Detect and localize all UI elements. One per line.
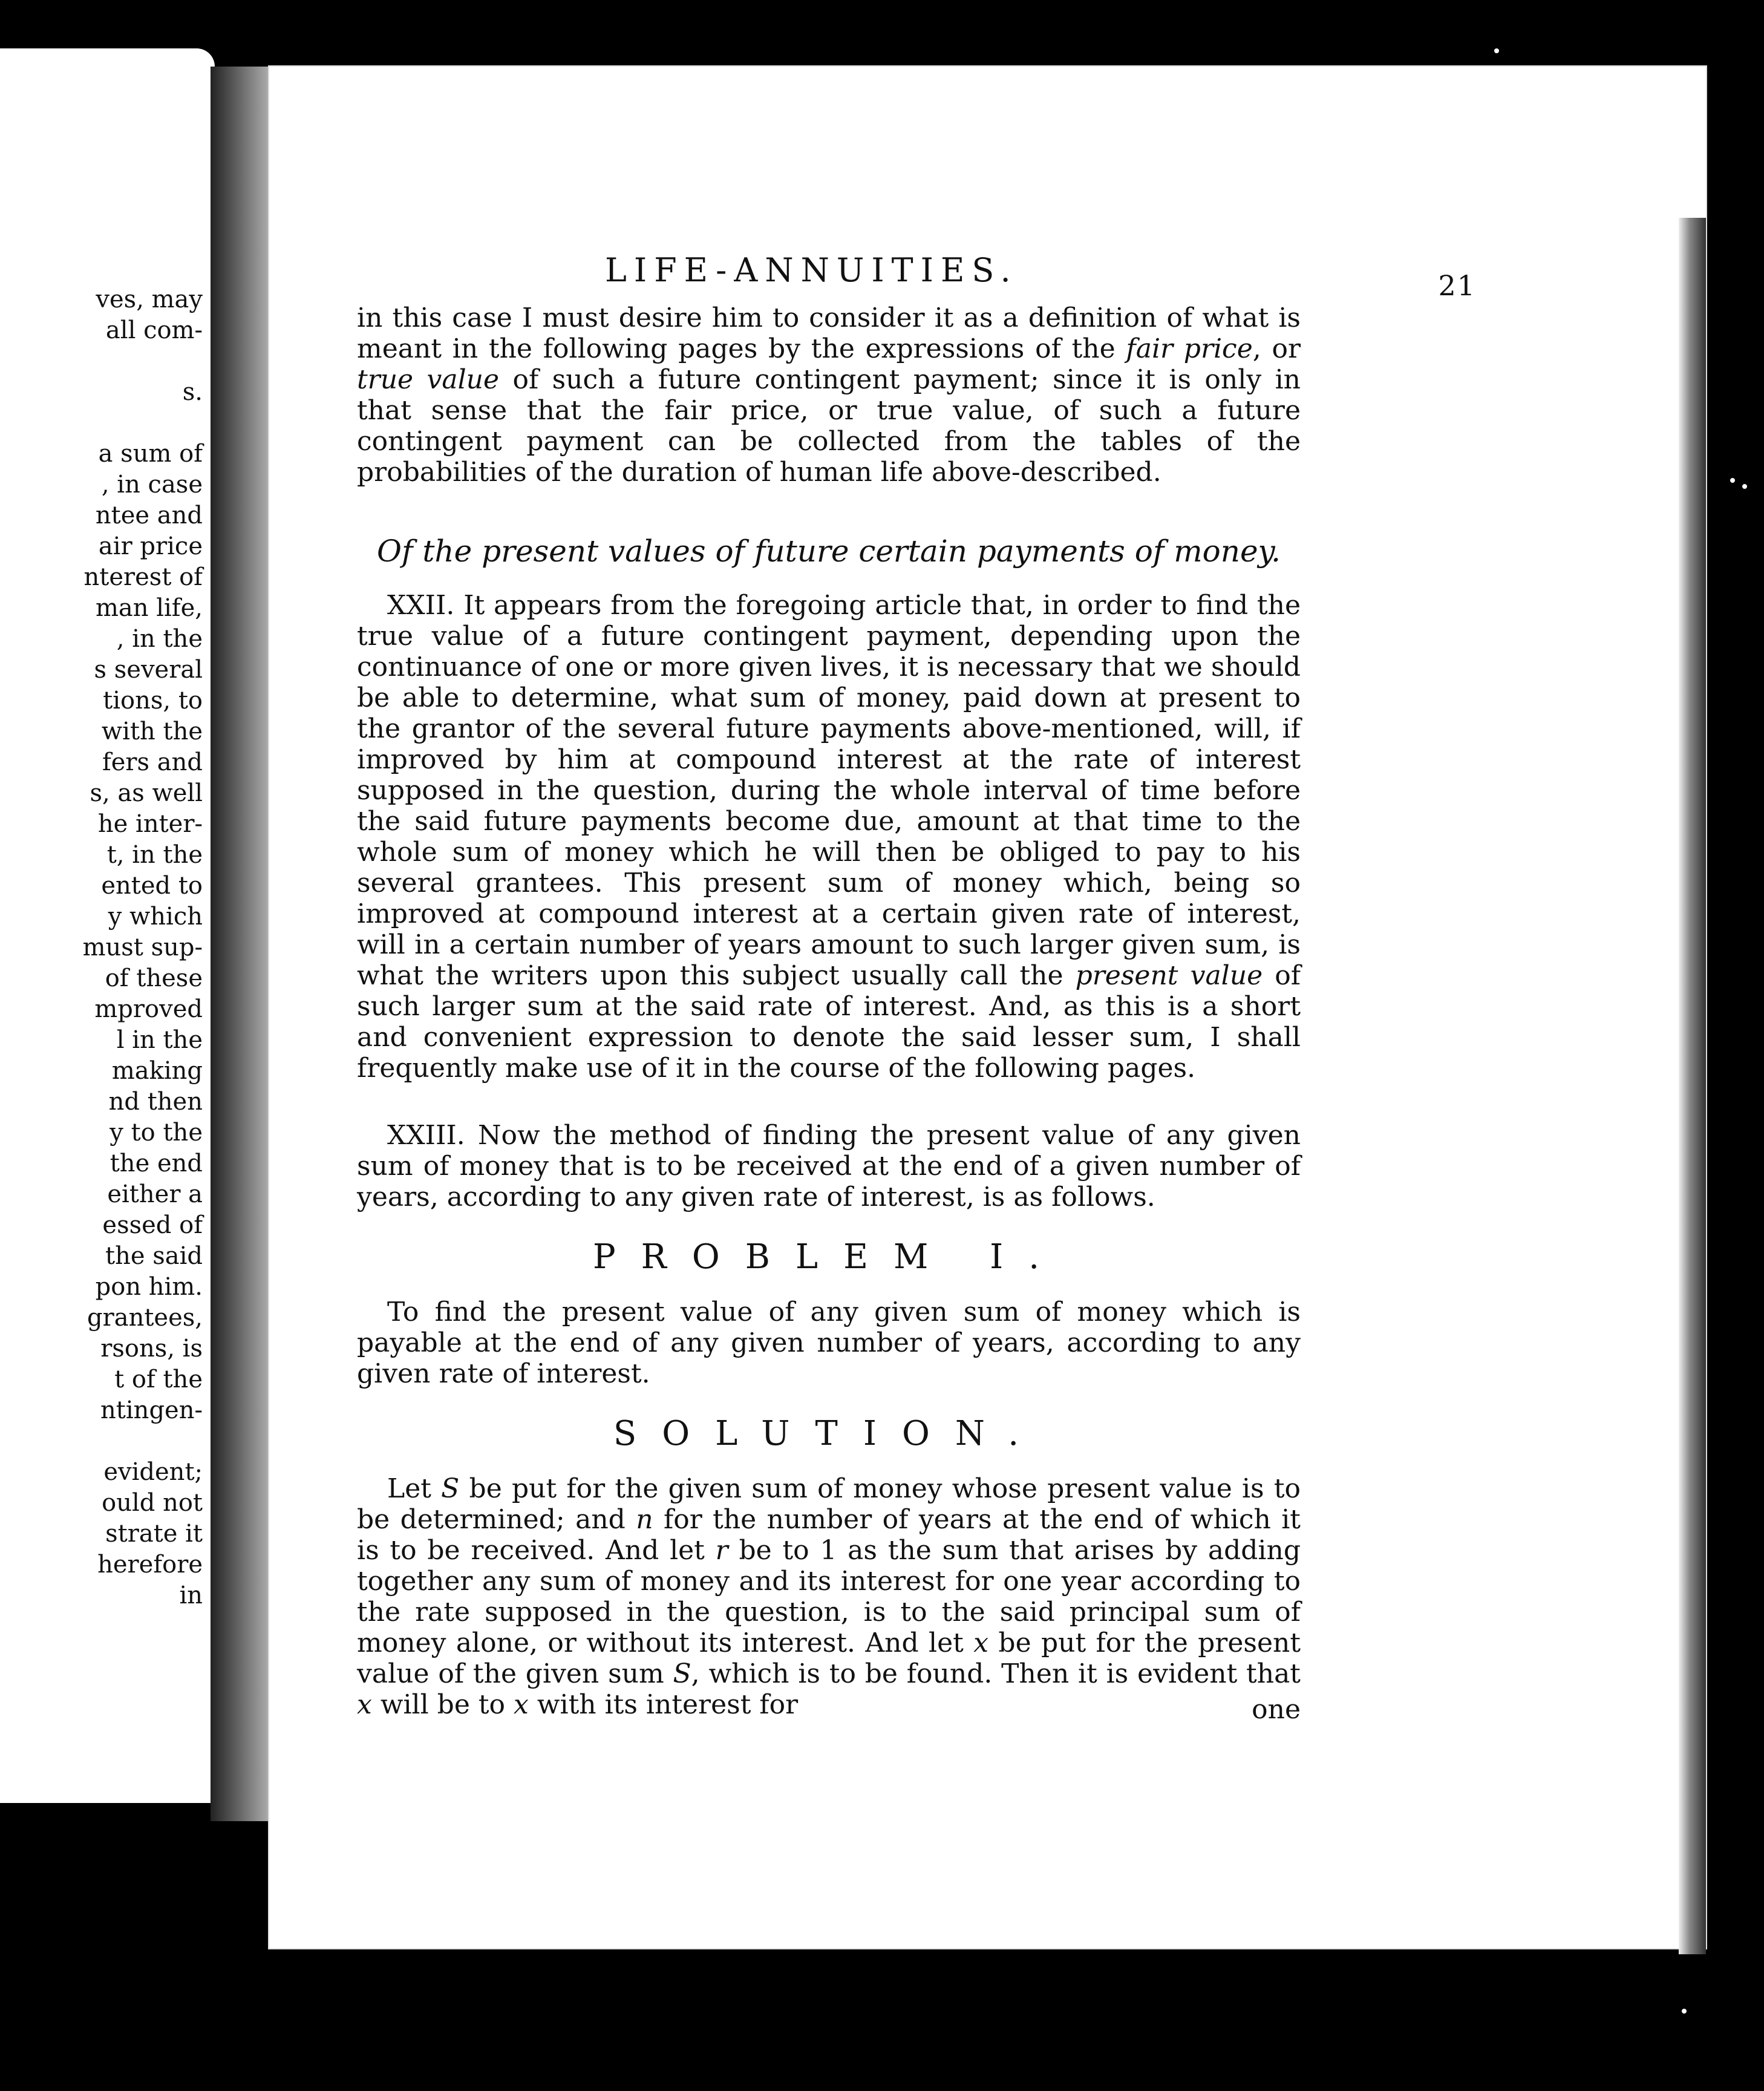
left-page-line: , in the — [116, 625, 203, 653]
solution-text-part: for the number of years at the end of which it is to be received. And let — [357, 1504, 1301, 1566]
variable-x: x — [357, 1689, 372, 1720]
left-page-line: he inter- — [97, 810, 203, 838]
left-page-line: l in the — [116, 1026, 203, 1054]
left-page-line: either a — [107, 1180, 203, 1208]
left-page-line: evident; — [103, 1458, 203, 1486]
left-page-line: ntee and — [95, 502, 203, 529]
catchword: one — [1252, 1694, 1301, 1725]
solution-heading: SOLUTION. — [613, 1414, 1045, 1453]
article-xxiii-text: Now the method of finding the present value of any given sum of money that is to be received at the end of a given number of years, according to any given rate of interest, is as follows. — [357, 1120, 1301, 1212]
scan-speck — [1730, 478, 1735, 483]
variable-n: n — [636, 1504, 653, 1535]
article-xxiii — [357, 1120, 1301, 1212]
left-page-line — [3, 408, 203, 439]
intro-text-1: in this case I must desire him to consider it as a definition of what is meant in the following pages by the expressions of the — [357, 303, 1301, 364]
left-page-line: making — [111, 1057, 203, 1085]
left-page-line: t of the — [114, 1366, 203, 1393]
left-page-line: with the — [101, 718, 203, 745]
left-page-line: the said — [105, 1242, 203, 1270]
scan-speck — [1682, 2009, 1687, 2014]
left-page-line: man life, — [95, 594, 203, 622]
article-xxii-text-2: of such larger sum at the said rate of interest. And, as this is a short and convenient expression to denote the said lesser sum, I shall frequently make use of it in the course of the following pages. — [357, 960, 1301, 1084]
left-page-line: grantees, — [87, 1304, 203, 1332]
left-page-line: nd then — [108, 1088, 203, 1116]
body-text — [357, 303, 1301, 1720]
article-xxii-text-1: It appears from the foregoing article that, in order to find the true value of a future contingent payment, depending upon the continuance of one or more given lives, it is necessary that we should be able to determine, what sum of money, paid down at present to the grantor of the several future payments above-mentioned, will, if improved by him at compound interest at the rate of interest supposed in the question, during the whole interval of time before the said future payments become due, amount at that time to the whole sum of money which he will then be obliged to pay to his several grantees. This present sum of money which, being so improved at compound interest at a certain given rate of interest, will in a certain number of years amount to such larger given sum, is what the writers upon this subject usually call the — [357, 590, 1301, 991]
variable-r: r — [715, 1535, 728, 1566]
present-value-term: present value — [1075, 960, 1263, 991]
left-page-line: y to the — [109, 1119, 203, 1147]
running-title: LIFE-ANNUITIES. — [605, 251, 1018, 289]
left-page-line: of these — [105, 964, 203, 992]
left-page-line: air price — [98, 532, 203, 560]
left-page-line: rsons, is — [100, 1335, 203, 1363]
left-page-line: s, as well — [90, 779, 203, 807]
variable-s: S — [441, 1473, 460, 1504]
intro-paragraph — [357, 303, 1301, 488]
solution-text-part: , which is to be found. Then it is evident that — [691, 1658, 1301, 1689]
left-page-line: , in case — [101, 471, 203, 499]
left-page-line: mproved — [94, 995, 203, 1023]
problem-heading: PROBLEM I. — [592, 1237, 1065, 1277]
left-page-line — [3, 346, 203, 377]
page-number: 21 — [1438, 269, 1476, 302]
scan-speck — [1742, 484, 1747, 489]
left-page-line: s several — [94, 656, 203, 684]
article-number: XXII. — [387, 590, 455, 621]
solution-text-part: be to 1 as the sum that arises by adding together any sum of money and its interest for one year according to the rate supposed in the question, is to the said principal sum of money alone, or without its interest. And let — [357, 1535, 1301, 1658]
solution-text — [357, 1473, 1301, 1720]
solution-text-part: be put for the present value of the given sum — [357, 1628, 1301, 1689]
left-page-line: ented to — [101, 872, 203, 900]
left-page-line — [3, 1426, 203, 1457]
left-page-line: all com- — [105, 316, 203, 344]
solution-text-part: will be to — [371, 1689, 514, 1720]
article-number: XXIII. — [387, 1120, 465, 1151]
left-page-fragment — [0, 48, 215, 1803]
left-page-line: the end — [109, 1150, 203, 1177]
left-page-line: ntingen- — [100, 1396, 203, 1424]
variable-x: x — [514, 1689, 529, 1720]
left-page-line: strate it — [105, 1520, 203, 1548]
solution-text-part: with its interest for — [528, 1689, 799, 1720]
left-page-line: s. — [182, 378, 203, 406]
left-page-line: ould not — [102, 1489, 203, 1517]
scan-speck — [1494, 48, 1499, 53]
intro-text-2: , or — [1252, 333, 1301, 364]
left-page-line: herefore — [97, 1551, 203, 1579]
left-page-text — [3, 284, 203, 1611]
variable-x: x — [973, 1628, 989, 1658]
left-page-line: tions, to — [103, 687, 203, 715]
variable-s: S — [673, 1658, 691, 1689]
left-page-line: must sup- — [82, 934, 203, 961]
left-page-line: a sum of — [98, 440, 203, 468]
left-page-line: essed of — [102, 1211, 203, 1239]
left-page-line: pon him. — [95, 1273, 203, 1301]
true-value-term: true value — [357, 364, 500, 395]
page-edge-shadow — [1679, 218, 1706, 1954]
article-xxii — [357, 590, 1301, 1084]
left-page-line: t, in the — [106, 841, 203, 869]
left-page-line: fers and — [102, 748, 203, 776]
solution-text-part: Let — [387, 1473, 442, 1504]
left-page-line: nterest of — [83, 563, 203, 591]
solution-text-part: be put for the given sum of money whose present value is to be determined; and — [357, 1473, 1301, 1535]
fair-price-term: fair price — [1126, 333, 1253, 364]
left-page-line: ves, may — [96, 286, 203, 313]
section-heading: Of the present values of future certain payments of money. — [376, 534, 1281, 569]
intro-text-3: of such a future contingent payment; since it is only in that sense that the fair price, or true value, of such a future contingent payment can be collected from the tables of the probabilities of the duration of human life above-described. — [357, 364, 1301, 488]
left-page-line: y which — [108, 903, 203, 931]
problem-statement: To find the present value of any given sum of money which is payable at the end of any given number of years, according to any given rate of interest. — [357, 1297, 1301, 1389]
left-page-line: in — [179, 1582, 203, 1609]
